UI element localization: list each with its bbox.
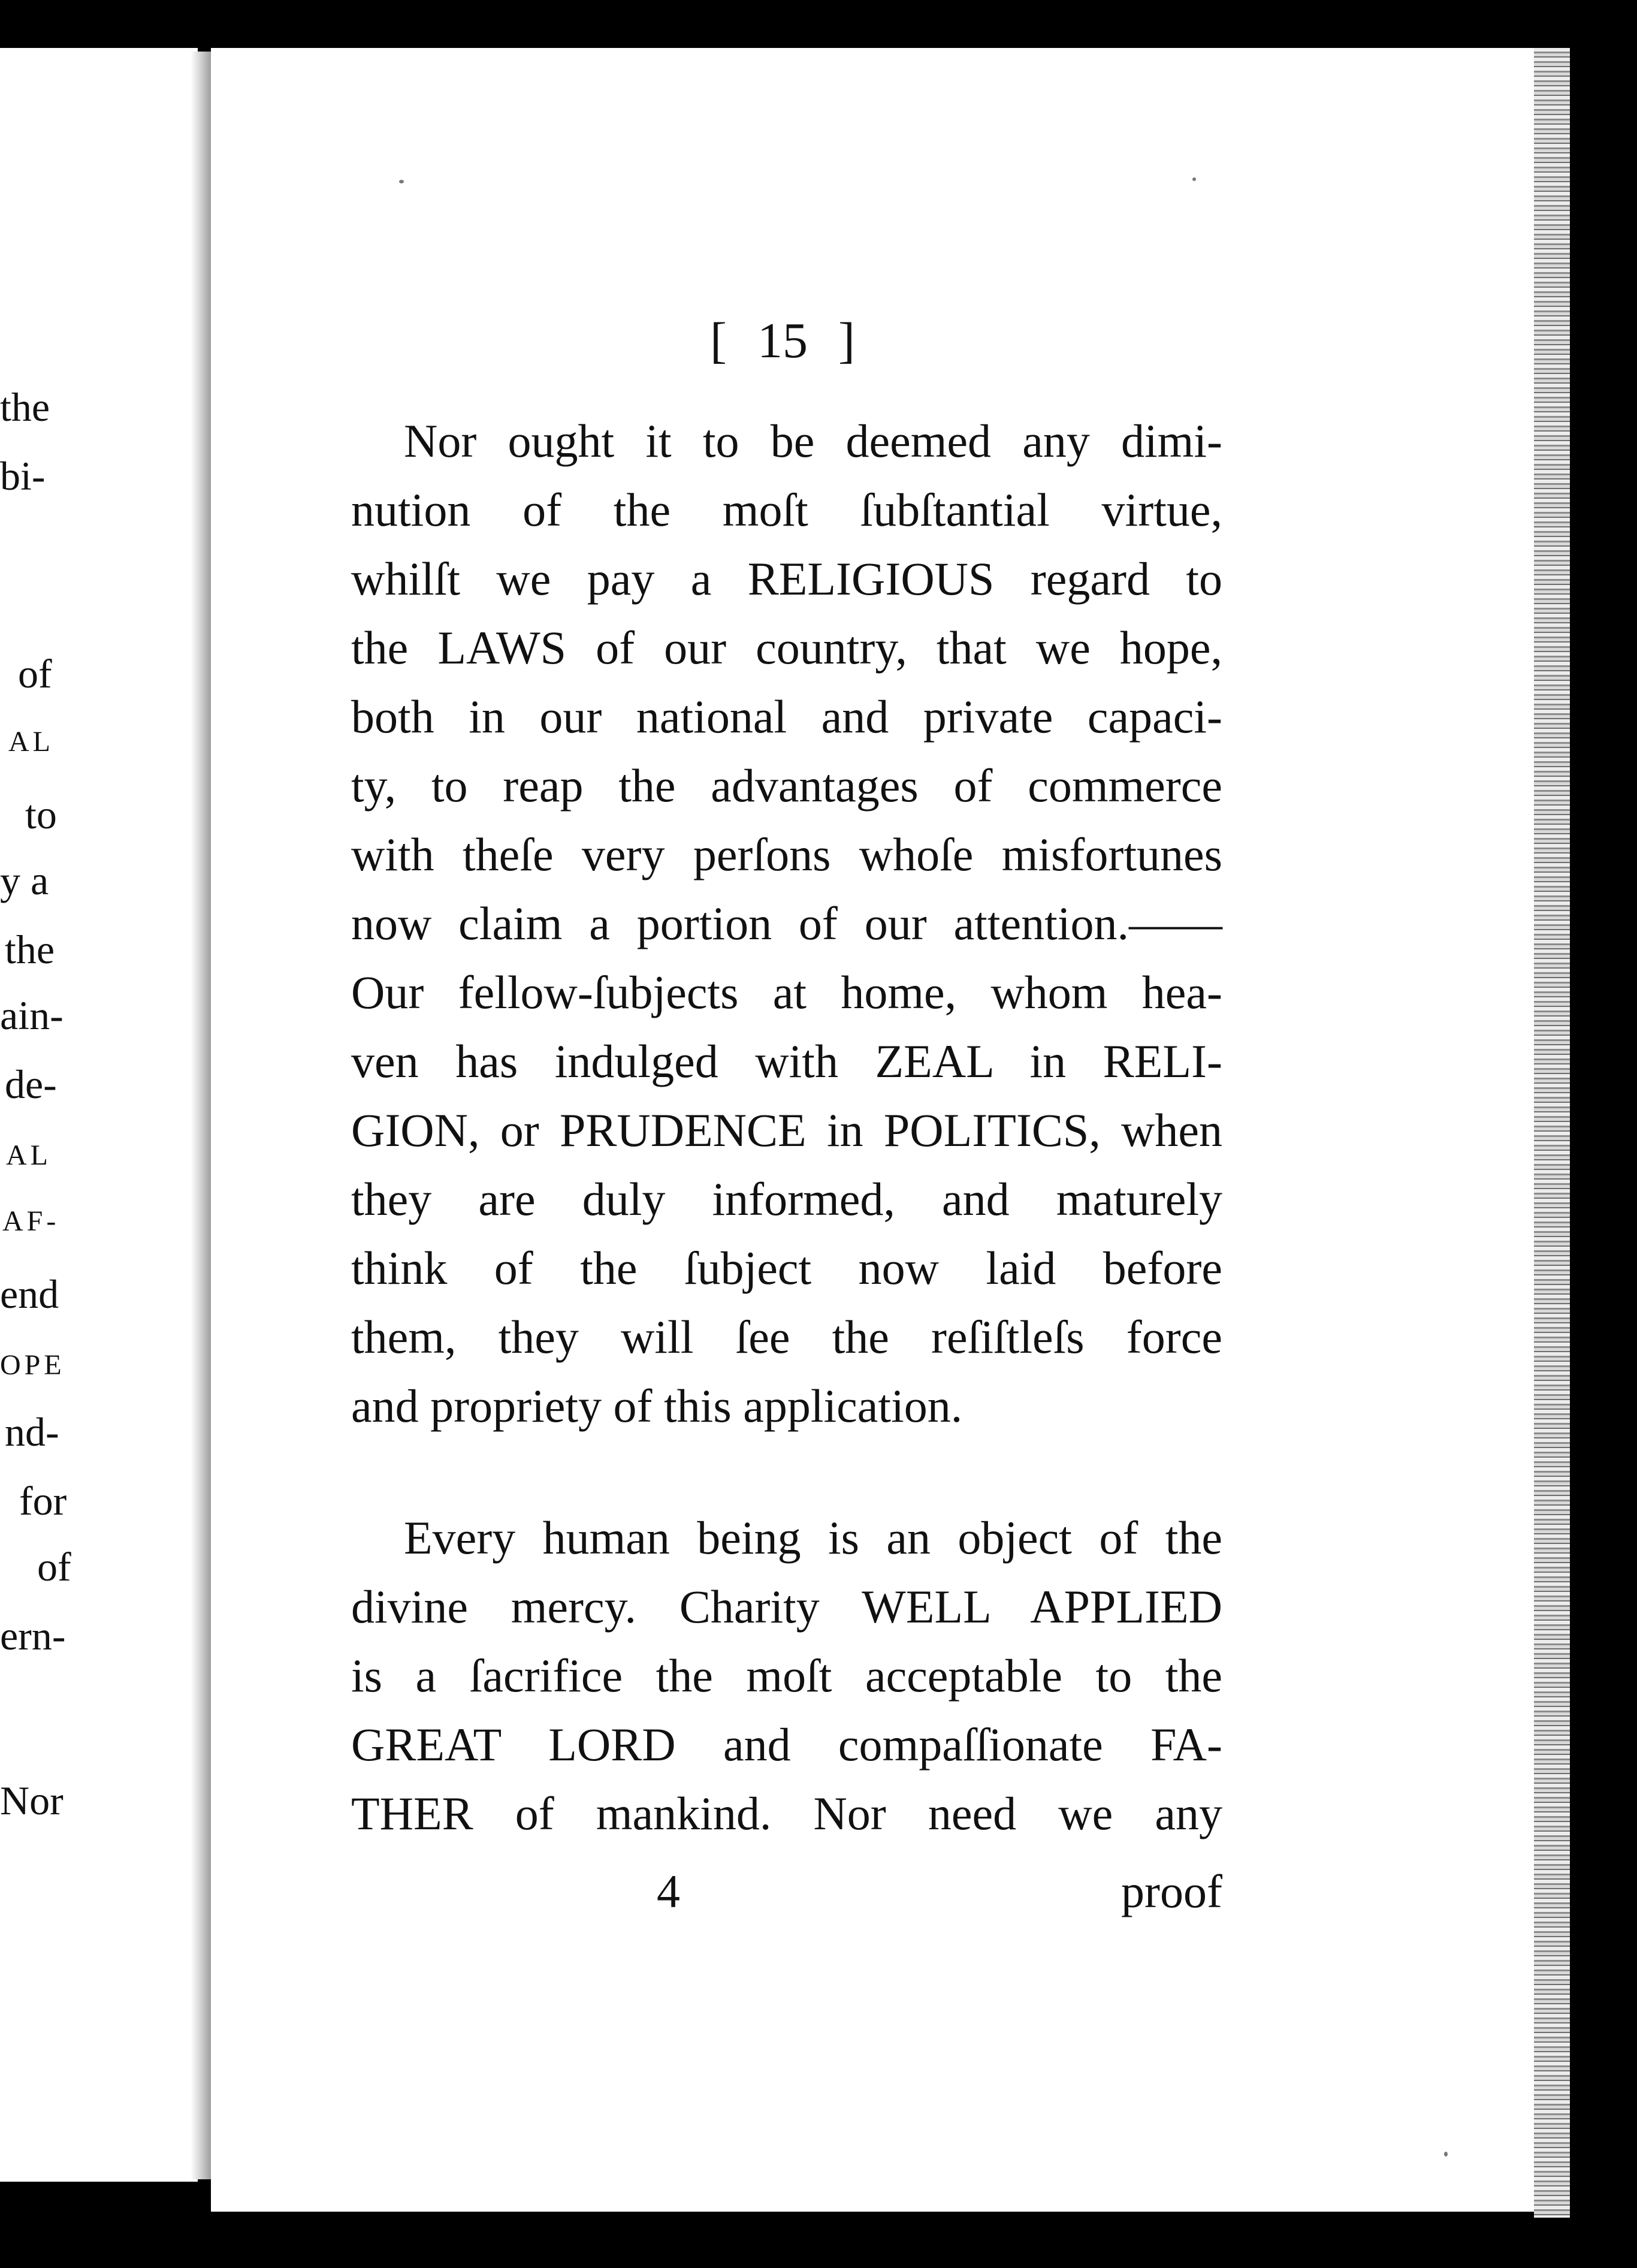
text-line: divine mercy. Charity WELL APPLIED [351,1581,1222,1633]
text-line: the LAWS of our country, that we hope, [351,622,1222,674]
left-page-fragment: the [0,384,50,430]
page-footer [351,1858,1222,1925]
text-line: Our fellow-ſubjects at home, whom hea- [351,966,1222,1018]
left-page-fragment: to [25,792,57,837]
text-line: and propriety of this application. [351,1380,963,1432]
text-line: Every human being is an object of the [404,1512,1222,1564]
catchword: proof [1121,1865,1222,1917]
left-page-fragment: bi- [0,453,46,499]
left-page-fragment: ain- [0,993,64,1038]
page-number: [ 15 ] [710,313,855,369]
left-page-fragment: nd- [5,1409,59,1455]
text-line: ty, to reap the advantages of commerce [351,759,1222,812]
text-line: nution of the moſt ſubſtantial virtue, [351,484,1222,536]
text-line: Nor ought it to be deemed any dimi- [404,415,1222,467]
text-line: THER of mankind. Nor need we any [351,1787,1222,1839]
left-page-fragment: de- [5,1061,57,1107]
paragraph-2 [351,1504,1222,1849]
left-page-fragment: AL [8,726,54,758]
left-page-fragment: AL [6,1139,52,1171]
paper-speck [1192,177,1196,181]
text-line: with theſe very perſons whoſe misfortunes [351,828,1222,880]
signature-mark: 4 [657,1865,680,1917]
left-page-fragment: AF- [2,1205,60,1237]
left-page-fragment: y a [0,858,49,903]
left-page-fragment: for [19,1478,67,1524]
paragraph-1 [351,408,1222,1441]
text-line: is a ſacrifice the moſt acceptable to the [351,1649,1222,1702]
text-line: GREAT LORD and compaſſionate FA- [351,1718,1222,1771]
paper-speck [399,180,404,183]
text-line: them, they will ſee the reſiſtleſs force [351,1311,1222,1363]
text-line: now claim a portion of our attention.—— [351,897,1222,949]
text-line: think of the ſubject now laid before [351,1242,1222,1294]
left-page [0,48,198,2182]
text-line: they are duly informed, and maturely [351,1173,1222,1225]
page-edge [1534,48,1570,2218]
text-line: ven has indulged with ZEAL in RELI- [351,1035,1222,1087]
left-page-fragment: of [37,1544,71,1590]
left-page-fragment: Nor [0,1778,64,1823]
text-line: GION, or PRUDENCE in POLITICS, when [351,1104,1222,1156]
text-line: whilſt we pay a RELIGIOUS regard to [351,553,1222,605]
left-page-fragment: OPE [0,1349,65,1381]
left-page-fragment: end [0,1271,59,1317]
left-page-fragment: the [5,927,55,972]
paper-speck [1444,2152,1448,2157]
left-page-fragment: ern- [0,1613,66,1658]
left-page-fragment: of [18,651,52,696]
text-line: both in our national and private capaci- [351,690,1222,743]
